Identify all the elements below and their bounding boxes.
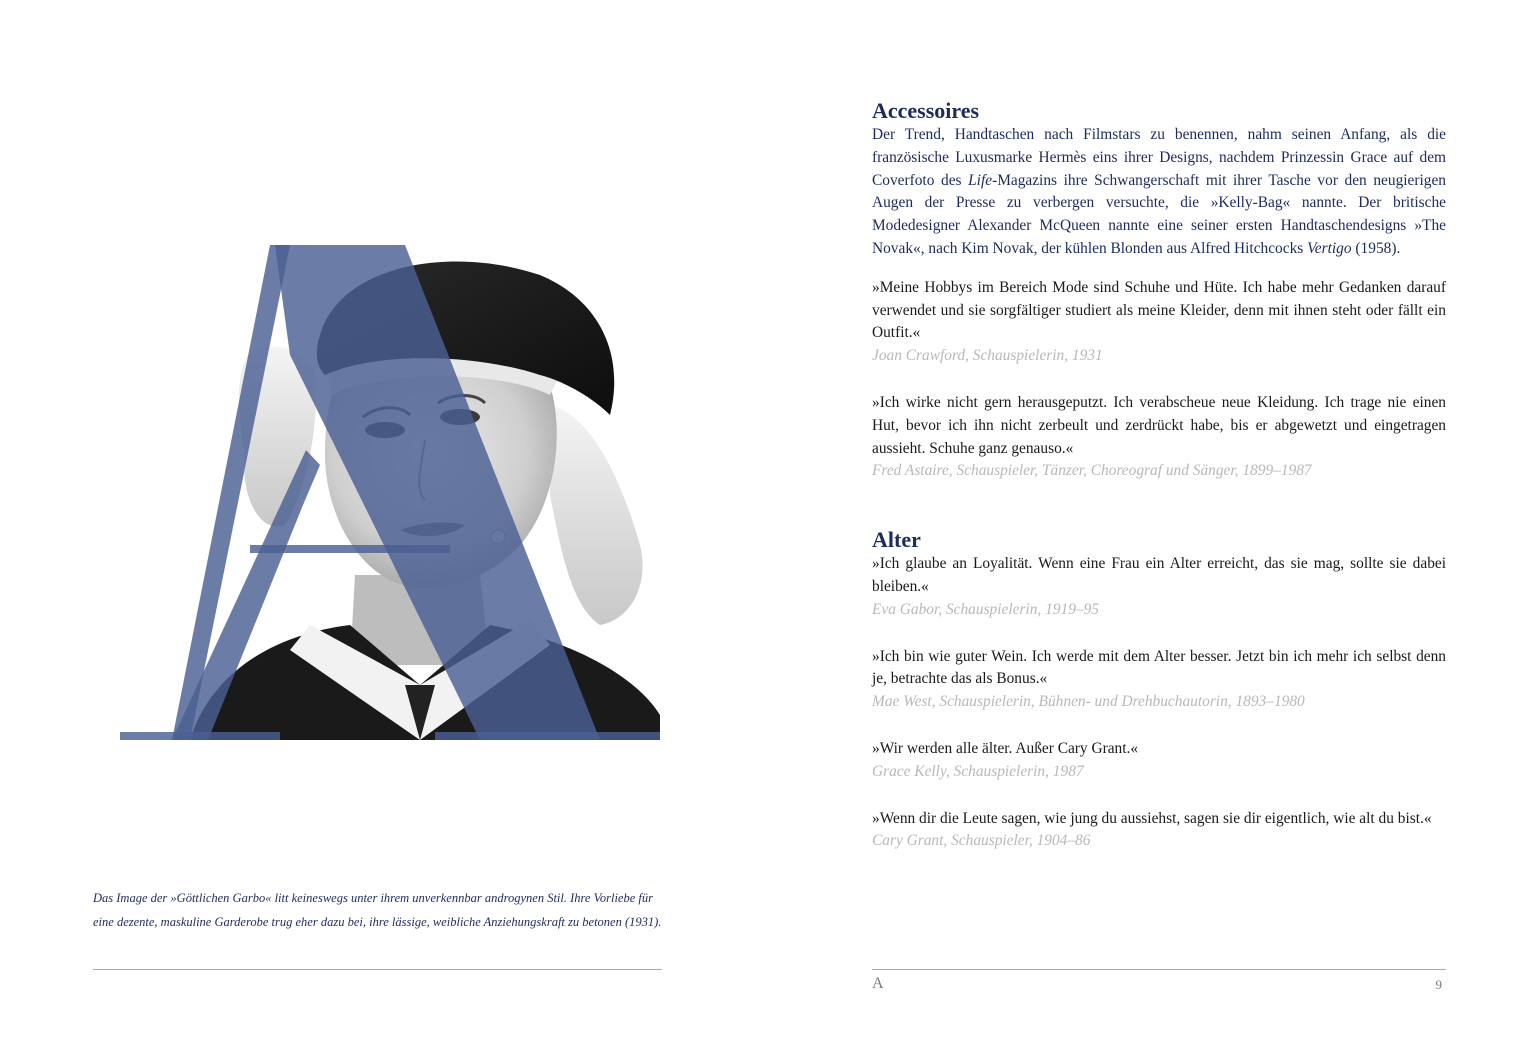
- quote-text: »Wir werden alle älter. Außer Cary Grant.«: [872, 739, 1139, 757]
- quote-text: »Ich wirke nicht gern herausgeputzt. Ich verabscheue neue Kleidung. Ich trage nie einen Hut, bevor ich ihn nicht zerbeult und zerdrückt habe, bis er abgewetzt und eingetragen aussieht. Schuhe ganz genauso.«: [872, 393, 1446, 457]
- chapter-letter: A: [872, 975, 884, 992]
- left-footer-rule: [93, 969, 662, 970]
- section-intro-accessoires: Der Trend, Handtaschen nach Filmstars zu benennen, nahm seinen Anfang, als die französische Luxusmarke Hermès eins ihrer Designs, nachdem Prinzessin Grace auf dem Coverfoto des Life-Magazins ihre Schwangerschaft mit ihrer Tasche vor den neugierigen Augen der Presse zu verbergen versuchte, die »Kelly-Bag« nannte. Der britische Modedesigner Alexander McQueen nannte eine seiner ersten Handtaschendesigns »The Novak«, nach Kim Novak, der kühlen Blonden aus Alfred Hitchcocks Vertigo (1958).: [872, 126, 1446, 257]
- hair-right: [550, 405, 643, 625]
- portrait-with-letter-a: [120, 245, 660, 745]
- quote-attribution: Eva Gabor, Schauspielerin, 1919–95: [872, 600, 1099, 618]
- quote-attribution: Mae West, Schauspielerin, Bühnen- und Drehbuchautorin, 1893–1980: [872, 693, 1305, 711]
- section-heading-accessoires: Accessoires: [872, 98, 980, 123]
- section-gap: [872, 507, 1446, 527]
- section-heading-alter: Alter: [872, 527, 921, 553]
- quote-text: »Meine Hobbys im Bereich Mode sind Schuhe und Hüte. Ich habe mehr Gedanken darauf verwendet und sie sorgfältiger studiert als meine Kleider, denn mit ihnen steht oder fällt ein Outfit.«: [872, 278, 1446, 342]
- text-column: [872, 98, 1446, 877]
- page-number: 9: [1435, 977, 1442, 992]
- quote-attribution: Joan Crawford, Schauspielerin, 1931: [872, 347, 1103, 365]
- quote-attribution: Fred Astaire, Schauspieler, Tänzer, Choreograf und Sänger, 1899–1987: [872, 462, 1312, 480]
- quote-text: »Wenn dir die Leute sagen, wie jung du aussiehst, sagen sie dir eigentlich, wie alt du bist.«: [872, 809, 1432, 827]
- quote-attribution: Cary Grant, Schauspieler, 1904–86: [872, 832, 1091, 850]
- right-page: [768, 0, 1536, 1052]
- photo-caption: Das Image der »Göttlichen Garbo« litt keineswegs unter ihrem unverkennbar androgynen Stil. Ihre Vorliebe für eine dezente, maskuline Garderobe trug eher dazu bei, ihre lässige, weibliche Anziehungskraft zu betonen (1931).: [93, 891, 662, 929]
- quote-text: »Ich glaube an Loyalität. Wenn eine Frau ein Alter erreicht, das sie mag, sollte sie dabei bleiben.«: [872, 555, 1446, 595]
- right-footer-rule: [872, 969, 1446, 970]
- quote-attribution: Grace Kelly, Schauspielerin, 1987: [872, 762, 1084, 780]
- quote-text: »Ich bin wie guter Wein. Ich werde mit dem Alter besser. Jetzt bin ich mehr ich selbst denn je, betrachte das als Bonus.«: [872, 647, 1446, 688]
